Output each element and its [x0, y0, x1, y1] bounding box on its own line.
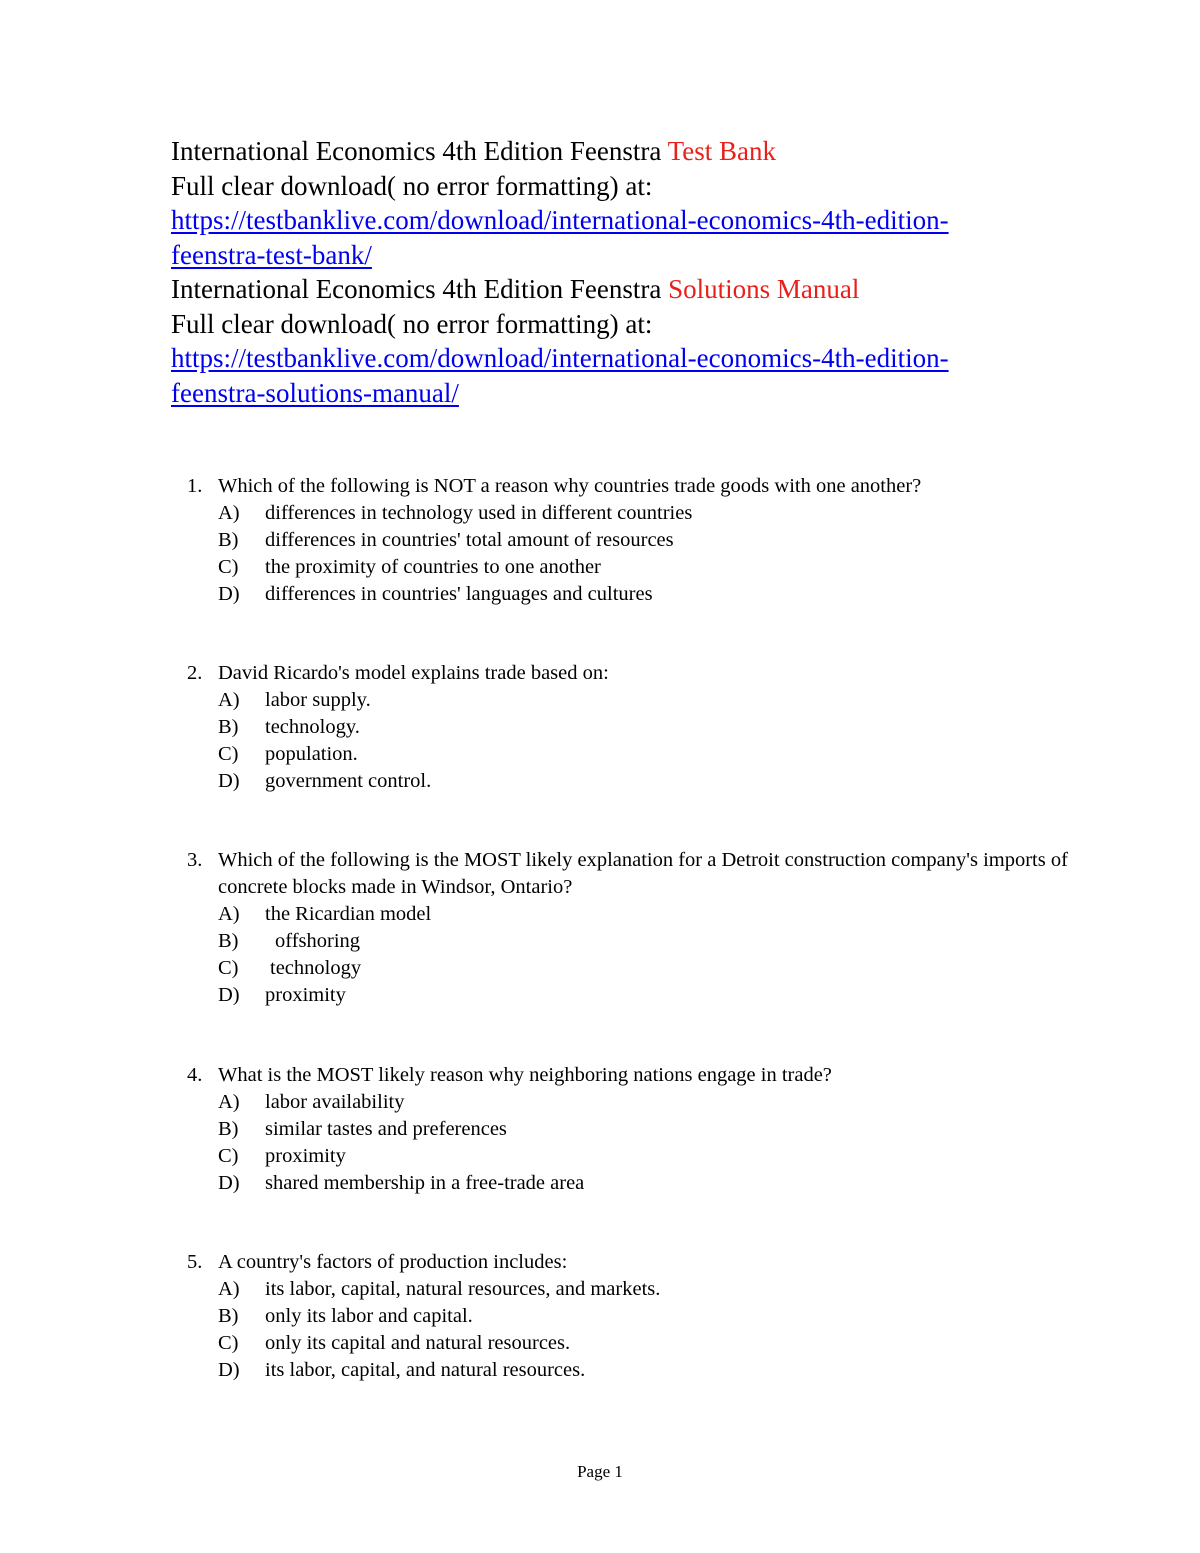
option-b [218, 1303, 1087, 1330]
test-bank-link-part1: https://testbanklive.com/download/international-economics-4th-edition- [171, 205, 949, 235]
test-bank-download-note: Full clear download( no error formatting) at: [171, 170, 653, 201]
option-list [218, 901, 1087, 1009]
option-letter: B) [218, 529, 239, 551]
option-text: only its labor and capital. [265, 1305, 473, 1327]
question-1 [187, 473, 1087, 608]
option-letter: B) [218, 1118, 239, 1140]
solutions-manual-download-note: Full clear download( no error formatting) at: [171, 308, 653, 339]
solutions-manual-link-part1: https://testbanklive.com/download/international-economics-4th-edition- [171, 343, 949, 373]
question-number: 5. [187, 1251, 203, 1273]
question-2 [187, 660, 1087, 795]
option-a [218, 1276, 1087, 1303]
option-text: proximity [265, 984, 346, 1006]
option-letter: B) [218, 716, 239, 738]
option-text: the Ricardian model [265, 903, 432, 925]
option-text: differences in technology used in different countries [265, 502, 693, 524]
option-text: labor supply. [265, 689, 371, 711]
option-letter: D) [218, 1359, 240, 1381]
option-letter: C) [218, 957, 239, 979]
option-list [218, 1089, 1087, 1197]
option-text: its labor, capital, and natural resources. [265, 1359, 586, 1381]
solutions-manual-title-prefix: International Economics 4th Edition Feenstra [171, 274, 669, 304]
option-text: shared membership in a free-trade area [265, 1172, 585, 1194]
option-c [218, 1330, 1087, 1357]
option-b [218, 714, 1087, 741]
test-bank-title [171, 134, 1071, 169]
option-letter: B) [218, 930, 239, 952]
option-letter: C) [218, 1145, 239, 1167]
question-text: What is the MOST likely reason why neighboring nations engage in trade? [218, 1064, 832, 1086]
document-header [171, 134, 1071, 410]
test-bank-link[interactable] [171, 205, 949, 270]
option-list [218, 1276, 1087, 1384]
option-c [218, 554, 1087, 581]
option-letter: C) [218, 556, 239, 578]
option-a [218, 901, 1087, 928]
question-stem [187, 660, 1087, 687]
option-letter: B) [218, 1305, 239, 1327]
option-a [218, 1089, 1087, 1116]
option-text: the proximity of countries to one another [265, 556, 601, 578]
question-stem [187, 1249, 1087, 1276]
solutions-manual-link-part2: feenstra-solutions-manual/ [171, 377, 459, 408]
option-d [218, 982, 1087, 1009]
option-c [218, 741, 1087, 768]
option-letter: D) [218, 984, 240, 1006]
option-text: only its capital and natural resources. [265, 1332, 571, 1354]
option-letter: A) [218, 1091, 240, 1113]
question-number: 1. [187, 475, 203, 497]
option-d [218, 1170, 1087, 1197]
question-5 [187, 1249, 1087, 1384]
option-b [218, 527, 1087, 554]
option-text: differences in countries' languages and cultures [265, 583, 653, 605]
option-text: proximity [265, 1145, 346, 1167]
option-d [218, 581, 1087, 608]
test-bank-link-part2: feenstra-test-bank/ [171, 239, 372, 270]
page-number: Page 1 [577, 1462, 623, 1481]
question-number: 2. [187, 662, 203, 684]
option-text: similar tastes and preferences [265, 1118, 507, 1140]
option-text: technology. [265, 716, 360, 738]
test-bank-title-prefix: International Economics 4th Edition Feenstra [171, 136, 668, 166]
option-text: labor availability [265, 1091, 405, 1113]
option-list [218, 500, 1087, 608]
option-letter: C) [218, 1332, 239, 1354]
option-letter: C) [218, 743, 239, 765]
question-text: A country's factors of production includes: [218, 1251, 568, 1273]
option-text: its labor, capital, natural resources, and markets. [265, 1278, 661, 1300]
option-letter: D) [218, 583, 240, 605]
question-stem [187, 473, 1087, 500]
option-letter: A) [218, 903, 240, 925]
option-letter: A) [218, 502, 240, 524]
option-text: technology [270, 957, 362, 979]
option-c [218, 1143, 1087, 1170]
option-d [218, 1357, 1087, 1384]
option-c [218, 955, 1087, 982]
option-b [218, 928, 1087, 955]
option-text: offshoring [275, 930, 361, 952]
solutions-manual-link[interactable] [171, 343, 949, 408]
question-4 [187, 1062, 1087, 1197]
option-b [218, 1116, 1087, 1143]
option-letter: A) [218, 689, 240, 711]
option-letter: A) [218, 1278, 240, 1300]
question-number: 3. [187, 849, 203, 871]
question-3 [187, 847, 1087, 1009]
option-text: differences in countries' total amount of resources [265, 529, 674, 551]
option-a [218, 500, 1087, 527]
option-a [218, 687, 1087, 714]
option-d [218, 768, 1087, 795]
option-text: population. [265, 743, 358, 765]
question-text: David Ricardo's model explains trade based on: [218, 662, 609, 684]
option-letter: D) [218, 770, 240, 792]
option-text: government control. [265, 770, 432, 792]
question-number: 4. [187, 1064, 203, 1086]
option-letter: D) [218, 1172, 240, 1194]
page-footer [0, 1462, 1200, 1482]
solutions-manual-title [171, 272, 1071, 307]
question-text: Which of the following is the MOST likely explanation for a Detroit construction company's imports of concrete blocks made in Windsor, Ontario? [218, 849, 1068, 898]
test-bank-highlight: Test Bank [667, 136, 776, 166]
question-stem [187, 847, 1087, 901]
question-stem [187, 1062, 1087, 1089]
question-text: Which of the following is NOT a reason why countries trade goods with one another? [218, 475, 922, 497]
solutions-manual-highlight: Solutions Manual [668, 274, 860, 304]
option-list [218, 687, 1087, 795]
